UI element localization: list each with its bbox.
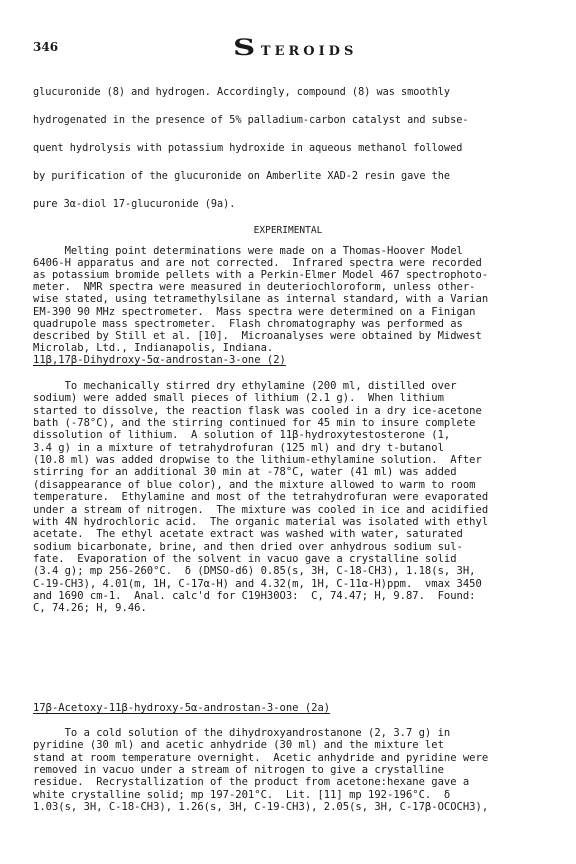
text-line: (3.4 g); mp 256-260°C. δ (DMSO-d6) 0.85(s, 3H, C-18-CH3), 1.18(s, 3H,: [33, 565, 476, 578]
text-line: started to dissolve, the reaction flask was cooled in a dry ice-acetone: [33, 404, 482, 417]
text-line: 3.4 g) in a mixture of tetrahydrofuran (125 ml) and dry t-butanol: [33, 441, 444, 454]
journal-title-initial: S: [233, 35, 261, 61]
text-line: Microlab, Ltd., Indianapolis, Indiana.: [33, 341, 274, 354]
text-line: as potassium bromide pellets with a Perkin-Elmer Model 467 spectrophoto-: [33, 269, 489, 282]
text-line: with 4N hydrochloric acid. The organic material was isolated with ethyl: [33, 515, 489, 528]
text-line: meter. NMR spectra were measured in deuteriochloroform, unless other-: [33, 281, 476, 294]
text-line: fate. Evaporation of the solvent in vacuo gave a crystalline solid: [33, 552, 457, 565]
text-line: C-19-CH3), 4.01(m, 1H, C-17α-H) and 4.32(m, 1H, C-11α-H)ppm. νmax 3450: [33, 577, 482, 590]
text-line: described by Still et al. [10]. Microanalyses were obtained by Midwest: [33, 329, 482, 342]
journal-title: [233, 37, 357, 59]
intro-line: pure 3α-diol 17-glucuronide (9a).: [33, 199, 236, 210]
intro-line: glucuronide (8) and hydrogen. Accordingly, compound (8) was smoothly: [33, 87, 451, 98]
text-line: dissolution of lithium. A solution of 11β-hydroxytestosterone (1,: [33, 429, 451, 442]
text-line: sodium) were added small pieces of lithium (2.1 g). When lithium: [33, 392, 444, 405]
text-line: under a stream of nitrogen. The mixture was cooled in ice and acidified: [33, 503, 489, 516]
text-line: and 1690 cm-1. Anal. calc'd for C19H30O3: C, 74.47; H, 9.87. Found:: [33, 589, 476, 602]
intro-line: quent hydrolysis with potassium hydroxide in aqueous methanol followed: [33, 143, 463, 154]
page-header: [33, 35, 543, 61]
text-line: 6406-H apparatus and are not corrected. Infrared spectra were recorded: [33, 257, 482, 270]
intro-line: hydrogenated in the presence of 5% palladium-carbon catalyst and subse-: [33, 115, 469, 126]
text-line: pyridine (30 ml) and acetic anhydride (30 ml) and the mixture let: [33, 739, 444, 752]
text-line: 1.03(s, 3H, C-18-CH3), 1.26(s, 3H, C-19-CH3), 2.05(s, 3H, C-17β-OCOCH3),: [33, 801, 489, 814]
section-heading-compound-2a: 17β-Acetoxy-11β-hydroxy-5α-androstan-3-one (2a): [33, 702, 331, 714]
text-line: stirring for an additional 30 min at -78°C, water (41 ml) was added: [33, 466, 457, 479]
text-line: To a cold solution of the dihydroxyandrostanone (2, 3.7 g) in: [33, 727, 451, 739]
page-number: 346: [33, 40, 59, 54]
experimental-heading: EXPERIMENTAL: [253, 225, 323, 236]
text-line: To mechanically stirred dry ethylamine (200 ml, distilled over: [33, 380, 457, 392]
text-line: (10.8 ml) was added dropwise to the lithium-ethylamine solution. After: [33, 454, 482, 467]
text-line: temperature. Ethylamine and most of the tetrahydrofuran were evaporated: [33, 491, 489, 504]
text-line: residue. Recrystallization of the product from acetone:hexane gave a: [33, 776, 470, 789]
text-line: EM-390 90 MHz spectrometer. Mass spectra were determined on a Finigan: [33, 305, 476, 318]
text-line: sodium bicarbonate, brine, and then dried over anhydrous sodium sul-: [33, 540, 463, 553]
text-line: (disappearance of blue color), and the mixture allowed to warm to room: [33, 478, 476, 491]
text-line: removed in vacuo under a stream of nitrogen to give a crystalline: [33, 764, 444, 777]
text-line: quadrupole mass spectrometer. Flash chromatography was performed as: [33, 317, 463, 330]
text-line: Melting point determinations were made on a Thomas-Hoover Model: [33, 245, 463, 257]
text-line: bath (-78°C), and the stirring continued for 45 min to insure complete: [33, 417, 476, 430]
text-line: stand at room temperature overnight. Acetic anhydride and pyridine were: [33, 751, 489, 764]
intro-line: by purification of the glucuronide on Amberlite XAD-2 resin gave the: [33, 171, 451, 182]
text-line: C, 74.26; H, 9.46.: [33, 602, 147, 615]
text-line: wise stated, using tetramethylsilane as internal standard, with a Varian: [33, 293, 489, 306]
journal-title-rest: TEROIDS: [260, 44, 358, 59]
section-heading-compound-2: 11β,17β-Dihydroxy-5α-androstan-3-one (2): [33, 354, 286, 366]
text-line: white crystalline solid; mp 197-201°C. Lit. [11] mp 192-196°C. δ: [33, 788, 451, 801]
text-line: acetate. The ethyl acetate extract was washed with water, saturated: [33, 528, 463, 541]
